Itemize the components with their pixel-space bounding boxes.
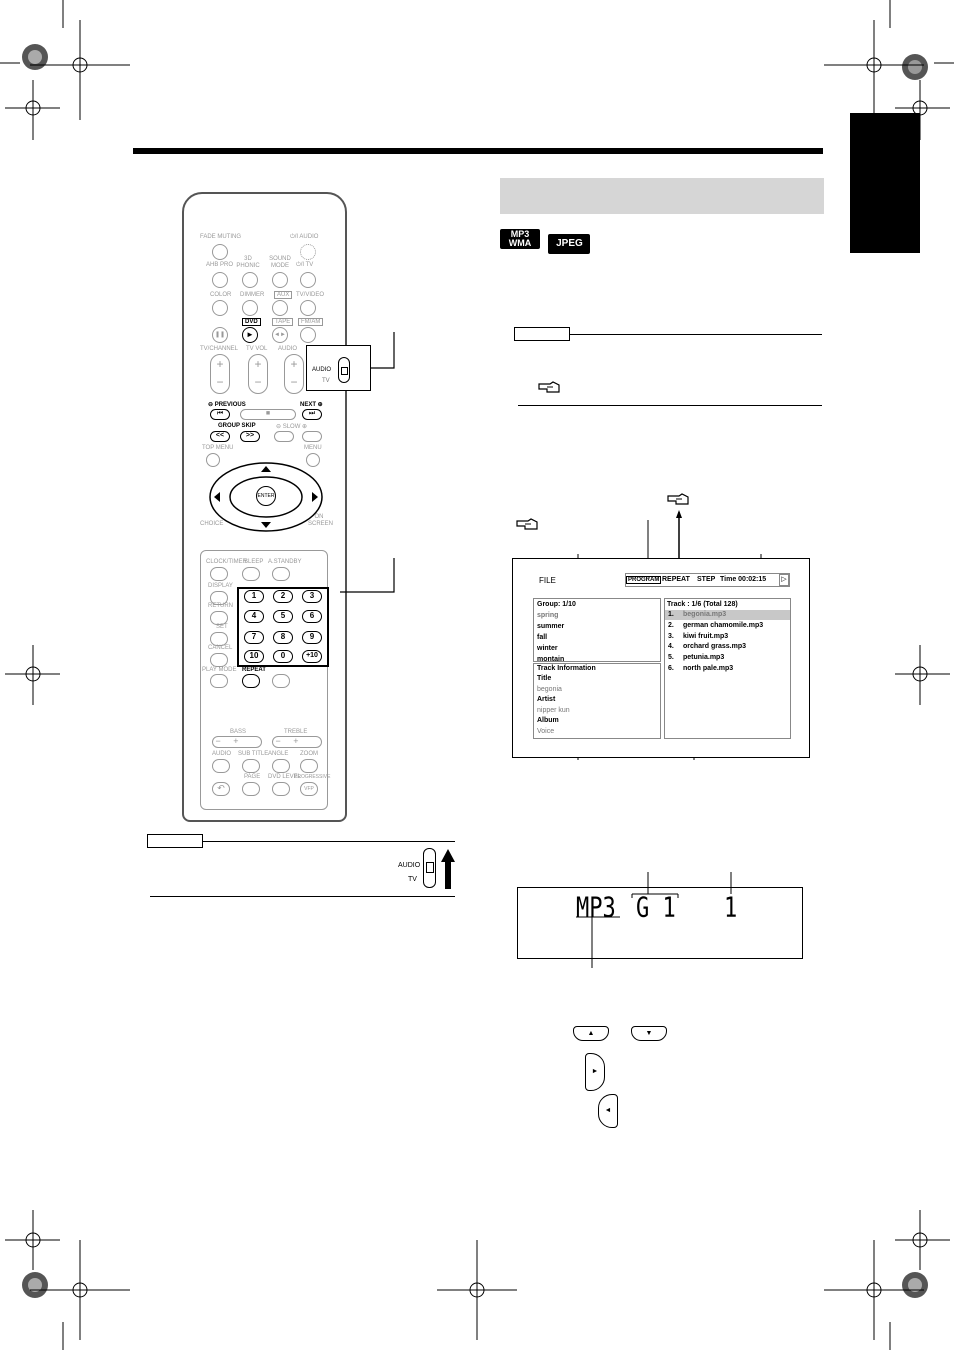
number-2-button[interactable]: 2	[273, 590, 293, 603]
tv-channel-rocker[interactable]: + −	[210, 354, 230, 394]
play-mode-button[interactable]	[210, 674, 228, 688]
osd-info-line: Album	[537, 717, 559, 724]
slow-text: SLOW	[282, 424, 301, 430]
tv-vol-label: TV VOL	[246, 346, 268, 352]
treble-rocker[interactable]: − +	[272, 736, 322, 748]
osd-track-number: 5.	[668, 654, 674, 662]
front-panel-display	[517, 887, 803, 959]
a-standby-button[interactable]	[272, 567, 290, 581]
number-4-button[interactable]: 4	[244, 610, 264, 623]
set-button[interactable]	[210, 632, 228, 646]
selector-tv-label: TV	[322, 378, 330, 384]
return-label: RETURN	[208, 603, 233, 609]
number-plus10-button[interactable]: +10	[302, 650, 322, 663]
osd-group-item[interactable]: fall	[537, 634, 548, 641]
up-key-icon: ▲	[573, 1026, 609, 1041]
display-track-text: 1	[724, 892, 738, 925]
up-arrow-icon	[440, 848, 456, 890]
bass-label: BASS	[230, 729, 247, 735]
choice-label: CHOICE	[200, 521, 224, 527]
vfp-button[interactable]: VFP	[300, 782, 318, 796]
osd-track-number: 2.	[668, 621, 674, 629]
remote-control	[182, 192, 347, 822]
display-label: DISPLAY	[208, 583, 233, 589]
osd-track-number: 6.	[668, 665, 674, 672]
mp3-label: MP3	[510, 229, 530, 239]
random-button[interactable]	[272, 674, 290, 688]
sleep-label: SLEEP	[244, 559, 264, 565]
left-key-icon: ◄	[598, 1094, 618, 1128]
number-5-button[interactable]: 5	[273, 610, 293, 623]
osd-group-header: Group: 1/10	[537, 601, 576, 608]
previous-text: PREVIOUS	[214, 402, 246, 408]
menu-label: MENU	[304, 445, 322, 451]
progressive-label: PROGRESSIVE	[294, 774, 331, 780]
subtitle-label: SUB TITLE	[238, 751, 269, 757]
cancel-label: CANCEL	[208, 645, 233, 651]
jpeg-badge: JPEG	[548, 234, 590, 254]
fade-muting-label: FADE MUTING	[200, 234, 242, 240]
number-0-button[interactable]: 0	[273, 650, 293, 663]
slow-label: ⊖ SLOW ⊕	[276, 424, 308, 430]
slow-fwd-button[interactable]	[302, 431, 322, 442]
osd-track-item[interactable]: north pale.mp3	[683, 665, 734, 672]
osd-program-label: PROGRAM	[628, 577, 660, 583]
previous-label: ⊖ PREVIOUS	[208, 402, 246, 408]
format-badges	[500, 229, 590, 254]
note-tv-label: TV	[408, 876, 417, 883]
down-key-icon: ▼	[631, 1026, 667, 1041]
fm-am-label: FM/AM	[298, 318, 323, 326]
return-button[interactable]	[210, 611, 228, 625]
osd-group-item[interactable]: summer	[537, 623, 565, 630]
top-menu-label: TOP MENU	[202, 445, 234, 451]
page-label: PAGE	[244, 774, 261, 780]
osd-group-item[interactable]: spring	[537, 612, 559, 619]
dvd-level-button[interactable]	[272, 782, 290, 796]
number-6-button[interactable]: 6	[302, 610, 322, 623]
dimmer-button[interactable]	[242, 300, 258, 316]
selector-audio-label: AUDIO	[312, 367, 332, 373]
osd-track-item[interactable]: petunia.mp3	[683, 654, 725, 662]
tv-power-button[interactable]	[300, 272, 316, 288]
slow-back-button[interactable]	[274, 431, 294, 442]
ahb-pro-label: AHB PRO	[206, 262, 234, 268]
next-button[interactable]: ⏭	[302, 409, 322, 420]
fm-am-button[interactable]	[300, 327, 316, 343]
page-header-rule	[133, 148, 823, 154]
angle-label: ANGLE	[268, 751, 289, 757]
play-mode-label: PLAY MODE	[202, 667, 237, 673]
ahb-pro-button[interactable]	[212, 272, 228, 288]
number-7-button[interactable]: 7	[244, 631, 264, 644]
dvd-level-label: DVD LEVEL	[268, 774, 302, 780]
right-key-icon: ►	[585, 1053, 605, 1091]
note-rule-left-bottom	[150, 896, 455, 897]
audio-label-2: AUDIO	[212, 751, 232, 757]
number-9-button[interactable]: 9	[302, 631, 322, 644]
audio-vol-label: AUDIO	[278, 346, 298, 352]
treble-label: TREBLE	[284, 729, 308, 735]
reference-hand-icon	[538, 381, 560, 400]
color-label: COLOR	[210, 292, 232, 298]
osd-track-info-header: Track Information	[537, 665, 596, 672]
3d-phonic-label: 3D PHONIC	[236, 256, 260, 269]
tv-video-button[interactable]	[300, 300, 316, 316]
osd-track-item[interactable]: orchard grass.mp3	[683, 643, 747, 651]
set-label: SET	[216, 624, 228, 630]
note-rule-right-bottom	[518, 405, 822, 406]
dimmer-label: DIMMER	[240, 292, 265, 298]
zoom-label: ZOOM	[300, 751, 318, 757]
number-8-button[interactable]: 8	[273, 631, 293, 644]
display-group-text: G 1	[636, 892, 676, 925]
stop-button[interactable]: ■	[240, 409, 296, 420]
on-screen-display	[512, 558, 810, 758]
sound-mode-label: SOUND MODE	[269, 256, 291, 269]
osd-track-number: 4.	[668, 643, 674, 651]
sound-mode-button[interactable]	[272, 272, 288, 288]
osd-track-number: 3.	[668, 632, 674, 640]
audio-power-label: ⏻/I AUDIO	[290, 234, 319, 240]
tv-vol-rocker[interactable]: + −	[248, 354, 268, 394]
osd-track-item[interactable]: kiwi fruit.mp3	[683, 632, 729, 640]
3d-phonic-button[interactable]	[242, 272, 258, 288]
return-arrow-button[interactable]: ↶	[212, 782, 230, 796]
sleep-button[interactable]	[242, 567, 260, 581]
callout-lines	[340, 320, 420, 600]
tape-label: TAPE	[272, 318, 293, 326]
repeat-label: REPEAT	[242, 667, 266, 673]
repeat-button[interactable]	[242, 674, 260, 688]
osd-step-label: STEP	[697, 576, 716, 583]
language-side-tab	[850, 113, 920, 253]
note-switch-icon	[423, 848, 436, 888]
group-skip-back-button[interactable]: <<	[210, 431, 230, 442]
osd-time-label: Time 00:02:15	[720, 576, 767, 583]
section-header-bar	[500, 178, 824, 214]
osd-track-header: Track : 1/6 (Total 128)	[667, 601, 738, 608]
clock-timer-label: CLOCK/TIMER	[206, 559, 248, 565]
number-10-button[interactable]: 10	[244, 650, 264, 663]
aux-button[interactable]	[272, 300, 288, 316]
tv-channel-label: TV/CHANNEL	[200, 346, 239, 352]
number-3-button[interactable]: 3	[302, 590, 322, 603]
osd-track-item[interactable]: begonia.mp3	[683, 611, 727, 618]
page-button[interactable]	[242, 782, 260, 796]
fade-muting-button[interactable]	[212, 244, 228, 260]
osd-info-line: Voice	[537, 727, 555, 735]
subtitle-button[interactable]	[242, 759, 260, 773]
pause-button[interactable]: ❚❚	[212, 327, 228, 343]
on-screen-label: ON SCREEN	[308, 514, 334, 527]
audio-power-button[interactable]	[300, 244, 316, 260]
bass-rocker[interactable]: − +	[212, 736, 262, 748]
osd-track-number: 1.	[668, 611, 674, 618]
osd-file-label: FILE	[539, 576, 556, 585]
aux-label: AUX	[274, 291, 292, 299]
group-skip-fwd-button[interactable]: >>	[240, 431, 260, 442]
cancel-button[interactable]	[210, 653, 228, 667]
next-text: NEXT	[300, 402, 317, 408]
note-rule-right-top	[570, 334, 822, 335]
osd-group-item[interactable]: montain	[537, 656, 565, 663]
audio-button[interactable]	[212, 759, 230, 773]
tv-video-label: TV/VIDEO	[296, 292, 325, 298]
note-rule-left-top	[203, 841, 455, 842]
osd-next-arrow-icon[interactable]: ▷	[779, 574, 789, 586]
wma-label: WMA	[508, 238, 532, 248]
osd-info-line: begonia	[537, 685, 562, 693]
note-audio-label: AUDIO	[398, 862, 421, 869]
enter-button[interactable]: ENTER	[256, 486, 276, 506]
number-1-button[interactable]: 1	[244, 590, 264, 603]
a-standby-label: A.STANDBY	[268, 559, 302, 565]
note-label-right	[514, 327, 570, 341]
previous-button[interactable]: ⏮	[210, 409, 230, 420]
osd-info-line: nipper kun	[537, 706, 570, 714]
audio-vol-rocker[interactable]: + −	[284, 354, 304, 394]
clock-timer-button[interactable]	[210, 567, 228, 581]
tv-power-label: ⏻/I TV	[296, 262, 314, 268]
osd-track-item[interactable]: german chamomile.mp3	[683, 621, 764, 629]
angle-button[interactable]	[272, 759, 290, 773]
note-label-left	[147, 834, 203, 848]
display-mode-text: MP3	[576, 892, 616, 925]
osd-info-line: Artist	[537, 696, 556, 703]
osd-info-line: Title	[537, 675, 552, 682]
color-button[interactable]	[212, 300, 228, 316]
zoom-button[interactable]	[300, 759, 318, 773]
dvd-play-button[interactable]: ►	[242, 327, 258, 343]
osd-group-item[interactable]: winter	[537, 645, 558, 652]
dvd-label: DVD	[242, 318, 261, 326]
next-label: NEXT ⊕	[300, 402, 323, 408]
tape-play-button[interactable]: ◄►	[272, 327, 288, 343]
osd-repeat-label: REPEAT	[662, 576, 690, 583]
group-skip-label: GROUP SKIP	[218, 423, 256, 429]
mp3-wma-badge	[500, 229, 540, 249]
